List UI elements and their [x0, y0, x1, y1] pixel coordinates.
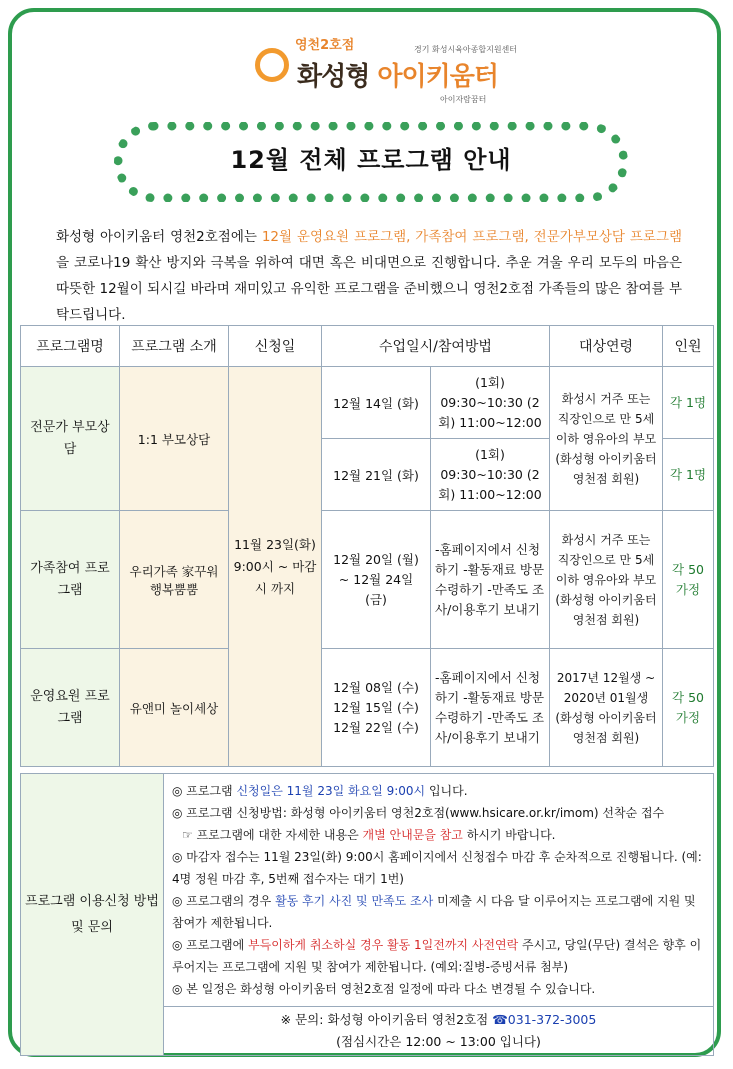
lunch-hours: (점심시간은 12:00 ~ 13:00 입니다) [336, 1034, 541, 1049]
class-date: 12월 20일 (월) ~ 12월 24일 (금) [322, 511, 431, 649]
smile-icon [255, 48, 289, 82]
notes-label: 프로그램 이용신청 방법 및 문의 [21, 774, 164, 1056]
header-count: 인원 [663, 326, 714, 367]
logo-sub: 영천2호점 [295, 38, 355, 53]
participation-method: -홈페이지에서 신청하기 -활동재료 방문 수령하기 -만족도 조사/이용후기 보내기 [431, 649, 550, 767]
note-item: ◎ 프로그램의 경우 활동 후기 사진 및 만족도 조사 미제출 시 다음 달 이루어지는 프로그램에 지원 및 참여가 제한됩니다. [172, 894, 696, 930]
header-apply: 신청일 [229, 326, 322, 367]
phone-number[interactable]: ☎031-372-3005 [492, 1012, 597, 1027]
note-item: ◎ 프로그램 신청방법: 화성형 아이키움터 영천2호점(www.hsicare.or.kr/imom) 선착순 접수 [172, 806, 665, 820]
header-name: 프로그램명 [21, 326, 120, 367]
class-date: 12월 21일 (화) [322, 439, 431, 511]
apply-date: 11월 23일(화) 9:00시 ~ 마감 시 까지 [229, 367, 322, 767]
program-name: 전문가 부모상담 [21, 367, 120, 511]
target-age: 화성시 거주 또는 직장인으로 만 5세 이하 영유아의 부모 (화성형 아이키움터 영천점 회원) [550, 367, 663, 511]
logo [255, 28, 518, 104]
header-target: 대상연령 [550, 326, 663, 367]
note-item: ☞ 프로그램에 대한 자세한 내용은 개별 안내문을 참고 하시기 바랍니다. [182, 828, 556, 842]
capacity: 각 50 가정 [663, 511, 714, 649]
class-date: 12월 08일 (수) 12월 15일 (수) 12월 22일 (수) [322, 649, 431, 767]
logo-tagline: 아이자람꿈터 [440, 95, 487, 104]
center-tag: 경기 화성시육아종합지원센터 [414, 45, 518, 54]
target-age: 화성시 거주 또는 직장인으로 만 5세 이하 영유아와 부모 (화성형 아이키움터 영천점 회원) [550, 511, 663, 649]
capacity: 각 50 가정 [663, 649, 714, 767]
participation-method: -홈페이지에서 신청하기 -활동재료 방문 수령하기 -만족도 조사/이용후기 보내기 [431, 511, 550, 649]
header-intro: 프로그램 소개 [120, 326, 229, 367]
capacity: 각 1명 [663, 367, 714, 439]
program-intro: 1:1 부모상담 [120, 367, 229, 511]
program-table [20, 325, 714, 767]
note-item: ◎ 프로그램에 부득이하게 취소하실 경우 활동 1일전까지 사전연락 주시고, 당일(무단) 결석은 향후 이루어지는 프로그램에 지원 및 참여가 제한됩니다. (예외:질병-증빙서류 첨부) [172, 938, 702, 974]
class-date: 12월 14일 (화) [322, 367, 431, 439]
program-intro: 유앤미 놀이세상 [120, 649, 229, 767]
class-time: (1회) 09:30~10:30 (2회) 11:00~12:00 [431, 367, 550, 439]
program-intro: 우리가족 家꾸워 행복뿜뿜 [120, 511, 229, 649]
note-item: ◎ 프로그램 신청일은 11월 23일 화요일 9:00시 입니다. [172, 784, 468, 798]
page-title: 12월 전체 프로그램 안내 [230, 146, 512, 174]
capacity: 각 1명 [663, 439, 714, 511]
header-schedule: 수업일시/참여방법 [322, 326, 550, 367]
class-time: (1회) 09:30~10:30 (2회) 11:00~12:00 [431, 439, 550, 511]
program-name: 가족참여 프로그램 [21, 511, 120, 649]
intro-text: 화성형 아이키움터 영천2호점에는 12월 운영요원 프로그램, 가족참여 프로그램, 전문가부모상담 프로그램을 코로나19 확산 방지와 극복을 위하여 대면 혹은 비대면으로 진행합니다. 추운 겨울 우리 모두의 마음은 따뜻한 12월이 되시길 바라며 재미있고 유익한 프로그램을 준비했으니 영천2호점 가족들의 많은 참여를 부탁드립니다. [56, 229, 682, 323]
notes-table [20, 773, 714, 1056]
contact-info: ※ 문의: 화성형 아이키움터 영천2호점 ☎031-372-3005 (점심시간은 12:00 ~ 13:00 입니다) [164, 1007, 714, 1056]
note-item: ◎ 본 일정은 화성형 아이키움터 영천2호점 일정에 따라 다소 변경될 수 있습니다. [172, 982, 596, 996]
logo-main: 화성형 아이키움터 [297, 62, 498, 92]
target-age: 2017년 12월생 ~ 2020년 01월생 (화성형 아이키움터 영천점 회원) [550, 649, 663, 767]
program-name: 운영요원 프로그램 [21, 649, 120, 767]
note-item: ◎ 마감자 접수는 11월 23일(화) 9:00시 홈페이지에서 신청접수 마감 후 순차적으로 진행됩니다. (예: 4명 정원 마감 후, 5번째 접수자는 대기 1번) [172, 850, 702, 886]
notes-list [164, 774, 714, 1007]
